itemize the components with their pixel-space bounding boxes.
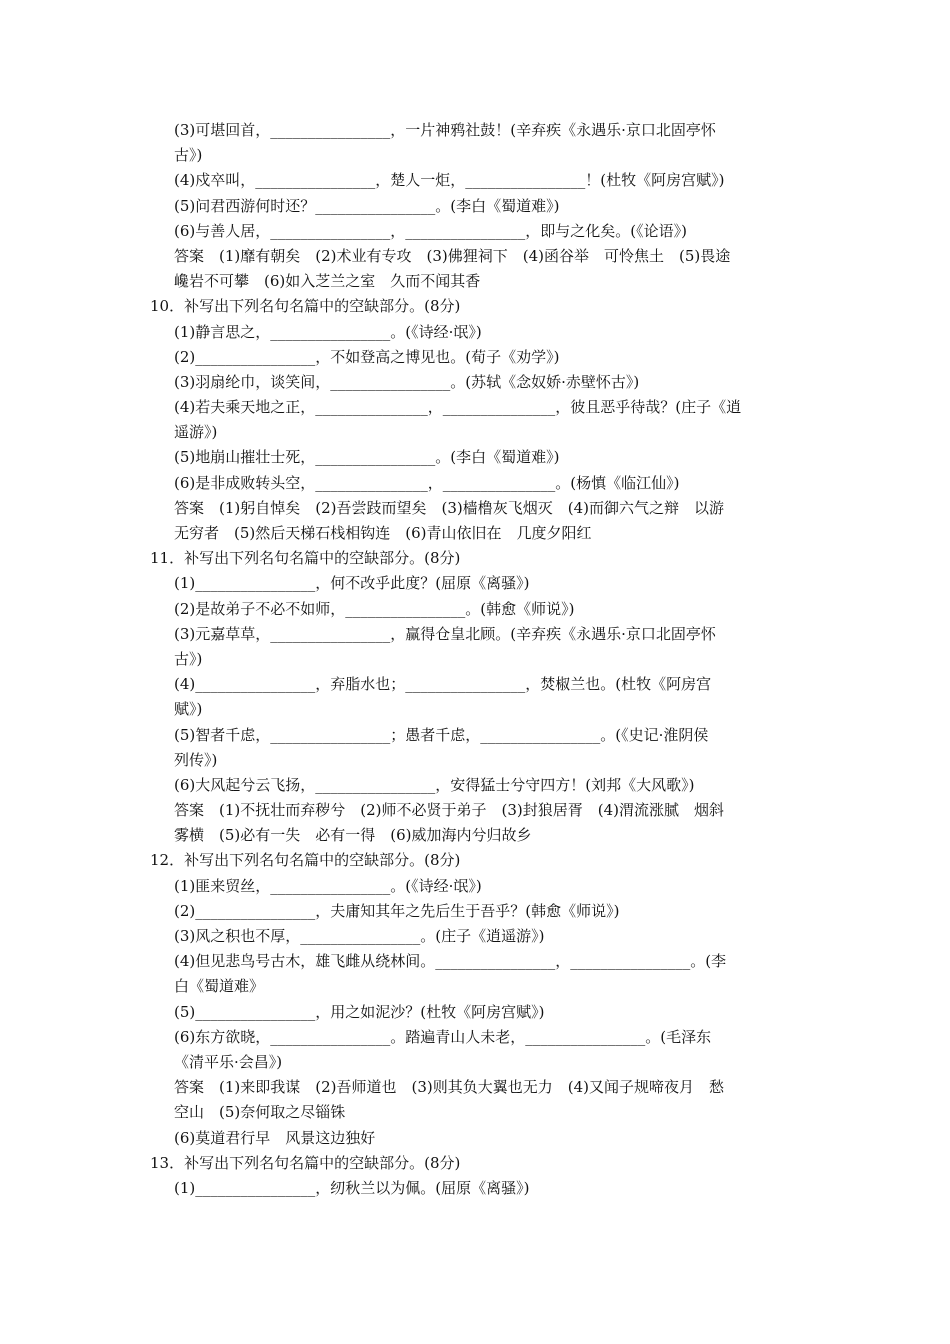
text-line: (4)但见悲鸟号古木，雄飞雌从绕林间。________________，________________。(李 bbox=[174, 952, 727, 971]
text-line: (3)元嘉草草，________________，赢得仓皇北顾。(辛弃疾《永遇乐·京口北固亭怀 bbox=[174, 624, 716, 643]
answer-line: (6)莫道君行早 风景这边独好 bbox=[174, 1128, 376, 1147]
document-page bbox=[150, 118, 815, 1201]
text-line: (6)与善人居，________________，________________，即与之化矣。(《论语》) bbox=[174, 221, 687, 240]
answer-line: 巉岩不可攀 (6)如入芝兰之室 久而不闻其香 bbox=[174, 272, 481, 291]
text-line: (1)静言思之，________________。(《诗经·氓》) bbox=[174, 322, 482, 341]
text-line: (4)戍卒叫，________________，楚人一炬，________________！(杜牧《阿房宫赋》) bbox=[174, 171, 725, 190]
text-line: (2)________________，不如登高之博见也。(荀子《劝学》) bbox=[174, 347, 560, 366]
answer-line: 答案 (1)靡有朝矣 (2)术业有专攻 (3)佛狸祠下 (4)函谷举 可怜焦土 (5)畏途 bbox=[174, 246, 731, 265]
text-line: 《清平乐·会昌》) bbox=[174, 1052, 283, 1071]
text-line: (3)风之积也不厚，________________。(庄子《逍遥游》) bbox=[174, 927, 545, 945]
text-line: (3)可堪回首，________________，一片神鸦社鼓！(辛弃疾《永遇乐·京口北固亭怀 bbox=[174, 121, 716, 139]
answer-line: 答案 (1)不抚壮而弃秽兮 (2)师不必贤于弟子 (3)封狼居胥 (4)渭流涨腻 烟斜 bbox=[174, 801, 724, 820]
text-line: (6)大风起兮云飞扬，________________，安得猛士兮守四方！(刘邦《大风歌》) bbox=[174, 775, 695, 794]
text-line: (5)问君西游何时还？________________。(李白《蜀道难》) bbox=[174, 196, 560, 215]
question-heading: 12．补写出下列名句名篇中的空缺部分。(8分) bbox=[150, 851, 461, 870]
text-line: (5)智者千虑，________________；愚者千虑，________________。(《史记·淮阴侯 bbox=[174, 725, 709, 744]
answer-line: 答案 (1)躬自悼矣 (2)吾尝跂而望矣 (3)樯橹灰飞烟灭 (4)而御六气之辩 以游 bbox=[174, 498, 724, 517]
text-line: 古》) bbox=[174, 146, 203, 165]
text-line: 赋》) bbox=[174, 700, 203, 719]
text-line: (1)匪来贸丝，________________。(《诗经·氓》) bbox=[174, 876, 482, 895]
text-line: (1)________________，纫秋兰以为佩。(屈原《离骚》) bbox=[174, 1178, 530, 1197]
text-line: (6)是非成败转头空，_______________，_______________。(杨慎《临江仙》) bbox=[174, 473, 680, 492]
text-line: 列传》) bbox=[174, 750, 218, 769]
answer-line: 空山 (5)奈何取之尽锱铢 bbox=[174, 1103, 346, 1122]
text-line: 白《蜀道难》 bbox=[174, 977, 265, 996]
answer-line: 雾横 (5)必有一失 必有一得 (6)威加海内兮归故乡 bbox=[174, 826, 532, 845]
text-line: (3)羽扇纶巾，谈笑间，________________。(苏轼《念奴娇·赤壁怀古》) bbox=[174, 372, 640, 391]
answer-line: 无穷者 (5)然后天梯石栈相钩连 (6)青山依旧在 几度夕阳红 bbox=[174, 524, 592, 542]
text-line: (2)是故弟子不必不如师，________________。(韩愈《师说》) bbox=[174, 599, 575, 618]
text-line: (2)________________，夫庸知其年之先后生于吾乎？(韩愈《师说》) bbox=[174, 901, 620, 920]
text-line: (6)东方欲晓，________________。踏遍青山人未老，________________。(毛泽东 bbox=[174, 1027, 712, 1046]
text-line: 遥游》) bbox=[174, 423, 218, 442]
answer-line: 答案 (1)来即我谋 (2)吾师道也 (3)则其负大翼也无力 (4)又闻子规啼夜月 愁 bbox=[174, 1078, 724, 1097]
text-line: 古》) bbox=[174, 649, 203, 668]
text-line: (4)若夫乘天地之正，_______________，_______________，彼且恶乎待哉？(庄子《逍 bbox=[174, 398, 742, 417]
text-line: (5)________________，用之如泥沙？(杜牧《阿房宫赋》) bbox=[174, 1002, 545, 1021]
text-line: (1)________________，何不改乎此度？(屈原《离骚》) bbox=[174, 574, 530, 593]
question-heading: 11．补写出下列名句名篇中的空缺部分。(8分) bbox=[150, 549, 461, 568]
text-line: (5)地崩山摧壮士死，________________。(李白《蜀道难》) bbox=[174, 448, 560, 467]
question-heading: 13．补写出下列名句名篇中的空缺部分。(8分) bbox=[150, 1153, 461, 1172]
question-heading: 10．补写出下列名句名篇中的空缺部分。(8分) bbox=[150, 297, 461, 316]
text-line: (4)________________，弃脂水也；________________，焚椒兰也。(杜牧《阿房宫 bbox=[174, 675, 712, 694]
